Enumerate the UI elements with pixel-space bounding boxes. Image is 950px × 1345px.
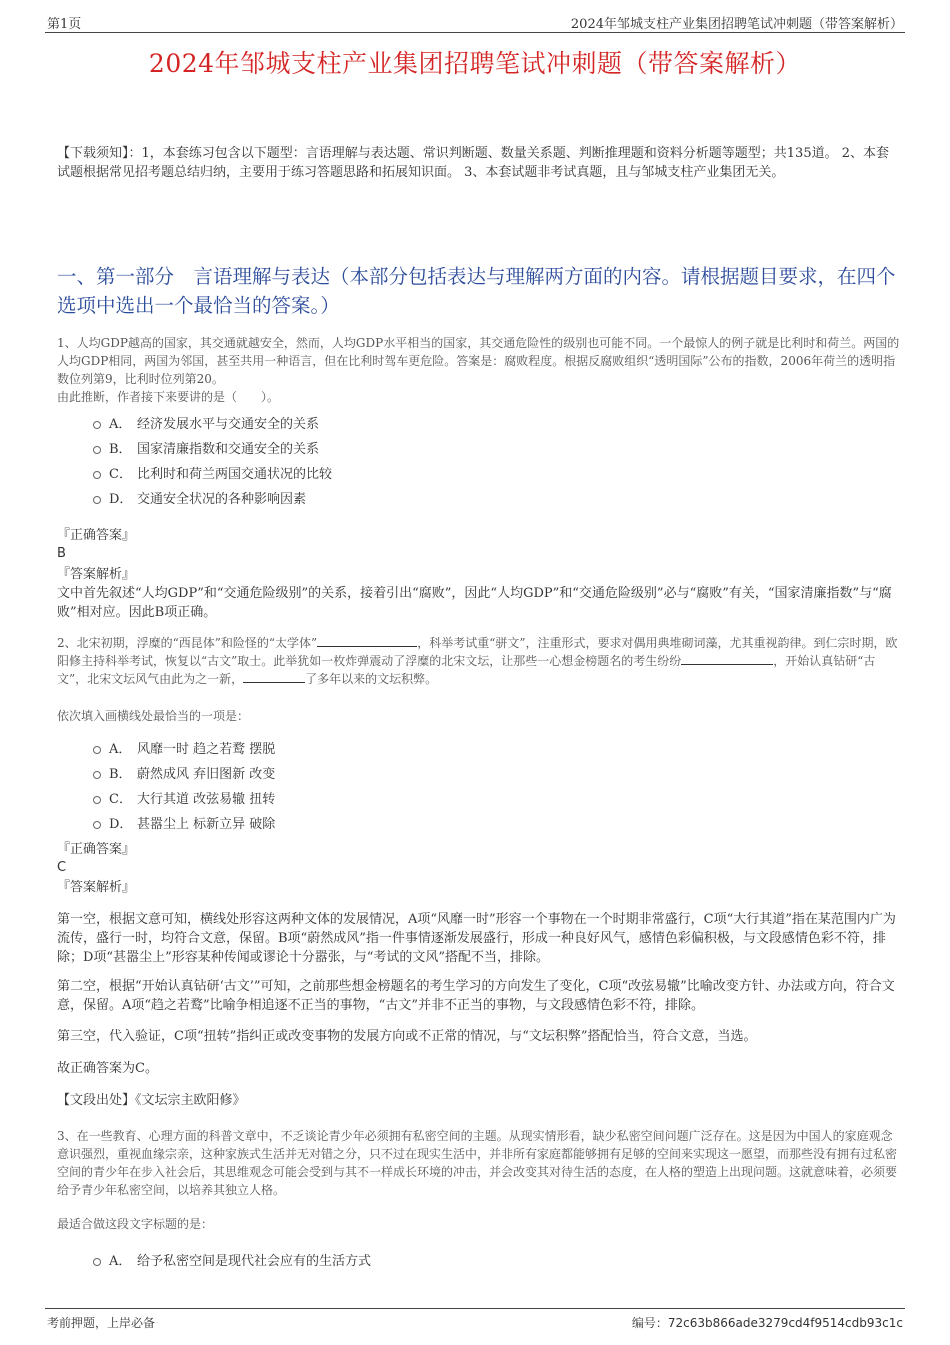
- blank-2: [681, 652, 773, 665]
- header-doc-title: 2024年邹城支柱产业集团招聘笔试冲刺题（带答案解析）: [570, 17, 903, 32]
- section-heading: 一、第一部分 言语理解与表达（本部分包括表达与理解两方面的内容。请根据题目要求，在四个选项中选出一个最恰当的答案。）: [57, 265, 896, 317]
- radio-icon[interactable]: [93, 496, 101, 504]
- question-3-text: 3、在一些教育、心理方面的科普文章中，不乏谈论青少年必须拥有私密空间的主题。从现实情形看，缺少私密空间问题广泛存在。这是因为中国人的家庭观念意识强烈，重视血缘宗亲，这种家族式生活并无对错之分，只不过在现实生活中，并非所有家庭都能够拥有足够的空间来实现这一愿望，而那些没有拥有过私密空间的青少年在步入社会后，其思维观念可能会受到与其不一样成长环境的冲击，并会改变其对待生活的态度，在人格的塑造上出现问题。这就意味着，必须要给予青少年私密空间，以培养其独立人格。: [57, 1129, 898, 1197]
- option-b[interactable]: B． 国家清廉指数和交通安全的关系: [93, 435, 793, 460]
- analysis-paragraph-1: 第一空，根据文意可知，横线处形容这两种文体的发展情况，A项“风靡一时”形容一个事物在一个时期非常盛行，C项“大行其道”指在某范围内广为流传，盛行一时，均符合文意，保留。B项“蔚然成风”指一件事情逐渐发展盛行，形成一种良好风气，感情色彩偏积极，与文段感情色彩不符，排除；D项“甚嚣尘上”形容某种传闻或谬论十分嚣张，与“考试的文风”搭配不当，排除。: [57, 912, 896, 965]
- correct-answer-label: 『正确答案』: [57, 528, 136, 543]
- question-1-prompt: 由此推断，作者接下来要讲的是（ ）。: [57, 390, 280, 404]
- footer-slogan: 考前押题，上岸必备: [47, 1316, 156, 1330]
- footer-divider: [45, 1308, 905, 1309]
- option-c[interactable]: C． 大行其道 改弦易辙 扭转: [93, 785, 793, 810]
- analysis-conclusion: 故正确答案为C。: [57, 1061, 158, 1076]
- analysis-paragraph-3: 第三空，代入验证，C项“扭转”指纠正或改变事物的发展方向或不正常的情况，与“文坛积弊”搭配恰当，符合文意，当选。: [57, 1029, 757, 1044]
- question-2-prompt: 依次填入画横线处最恰当的一项是：: [57, 709, 250, 723]
- page-title: 2024年邹城支柱产业集团招聘笔试冲刺题（带答案解析）: [148, 49, 802, 78]
- question-2-text: 2、北宋初期，浮糜的“西昆体”和险怪的“太学体” ，科举考试重“骈文”，注重形式，要求对偶用典堆砌词藻，尤其重视韵律。到仁宗时期，欧阳修主持科举考试，恢复以“古文”取士。此举犹如一枚炸弹震动了浮糜的北宋文坛，让那些一心想金榜题名的考生纷纷 ，开始认真钻研“古文”，北宋文坛风气由此为之一新， 了多年以来的文坛积弊。: [57, 636, 898, 686]
- question-3-prompt: 最适合做这段文字标题的是：: [57, 1217, 214, 1231]
- blank-3: [243, 670, 305, 683]
- option-a[interactable]: A． 风靡一时 趋之若鹜 摆脱: [93, 735, 793, 760]
- blank-1: [317, 634, 417, 647]
- option-d[interactable]: D． 甚嚣尘上 标新立异 破除: [93, 810, 793, 835]
- radio-icon[interactable]: [93, 446, 101, 454]
- analysis-label: 『答案解析』: [57, 880, 136, 895]
- download-notice: 【下载须知】：1，本套练习包含以下题型：言语理解与表达题、常识判断题、数量关系题、判断推理题和资料分析题等题型；共135道。 2、本套试题根据常见招考题总结归纳，主要用于练习答题思路和拓展知识面。 3、本套试题非考试真题，且与邹城支柱产业集团无关。: [57, 146, 889, 180]
- analysis-paragraph-2: 第二空，根据“开始认真钻研‘古文’”可知，之前那些想金榜题名的考生学习的方向发生了变化，C项“改弦易辙”比喻改变方针、办法或方向，符合文意，保留。A项“趋之若鹜”比喻争相追逐不正当的事物，“古文”并非不正当的事物，与文段感情色彩不符，排除。: [57, 979, 895, 1013]
- correct-answer: C: [57, 860, 67, 875]
- answer-analysis: 文中首先叙述“人均GDP”和“交通危险级别”的关系，接着引出“腐败”，因此“人均GDP”和“交通危险级别”必与“腐败”有关，“国家清廉指数”与“腐败”相对应。因此B项正确。: [57, 586, 892, 620]
- radio-icon[interactable]: [93, 421, 101, 429]
- question-3-options: [93, 1247, 793, 1272]
- correct-answer-label: 『正确答案』: [57, 842, 136, 857]
- radio-icon[interactable]: [93, 821, 101, 829]
- option-a[interactable]: A． 给予私密空间是现代社会应有的生活方式: [93, 1247, 793, 1272]
- question-2-options: [93, 735, 793, 835]
- option-c[interactable]: C． 比利时和荷兰两国交通状况的比较: [93, 460, 793, 485]
- question-1-text: [57, 334, 902, 406]
- radio-icon[interactable]: [93, 471, 101, 479]
- source-note: 【文段出处】《文坛宗主欧阳修》: [57, 1093, 246, 1108]
- header-divider: [45, 32, 905, 33]
- option-d[interactable]: D． 交通安全状况的各种影响因素: [93, 485, 793, 510]
- document-code: 编号：72c63b866ade3279cd4f9514cdb93c1c: [631, 1316, 903, 1330]
- radio-icon[interactable]: [93, 796, 101, 804]
- option-a[interactable]: A． 经济发展水平与交通安全的关系: [93, 410, 793, 435]
- radio-icon[interactable]: [93, 1258, 101, 1266]
- question-1-options: [93, 410, 793, 510]
- page-number: 第1页: [47, 17, 82, 32]
- analysis-label: 『答案解析』: [57, 567, 136, 582]
- question-1-stem: 1、人均GDP越高的国家，其交通就越安全，然而，人均GDP水平相当的国家，其交通危险性的级别也可能不同。一个最惊人的例子就是比利时和荷兰。两国的人均GDP相同，两国为邻国，甚至共用一种语言，但在比利时驾车更危险。答案是：腐败程度。根据反腐败组织“透明国际”公布的指数，2006年荷兰的透明指数位列第9，比利时位列第20。: [57, 336, 900, 386]
- radio-icon[interactable]: [93, 771, 101, 779]
- radio-icon[interactable]: [93, 746, 101, 754]
- option-b[interactable]: B． 蔚然成风 弃旧图新 改变: [93, 760, 793, 785]
- correct-answer: B: [57, 546, 66, 561]
